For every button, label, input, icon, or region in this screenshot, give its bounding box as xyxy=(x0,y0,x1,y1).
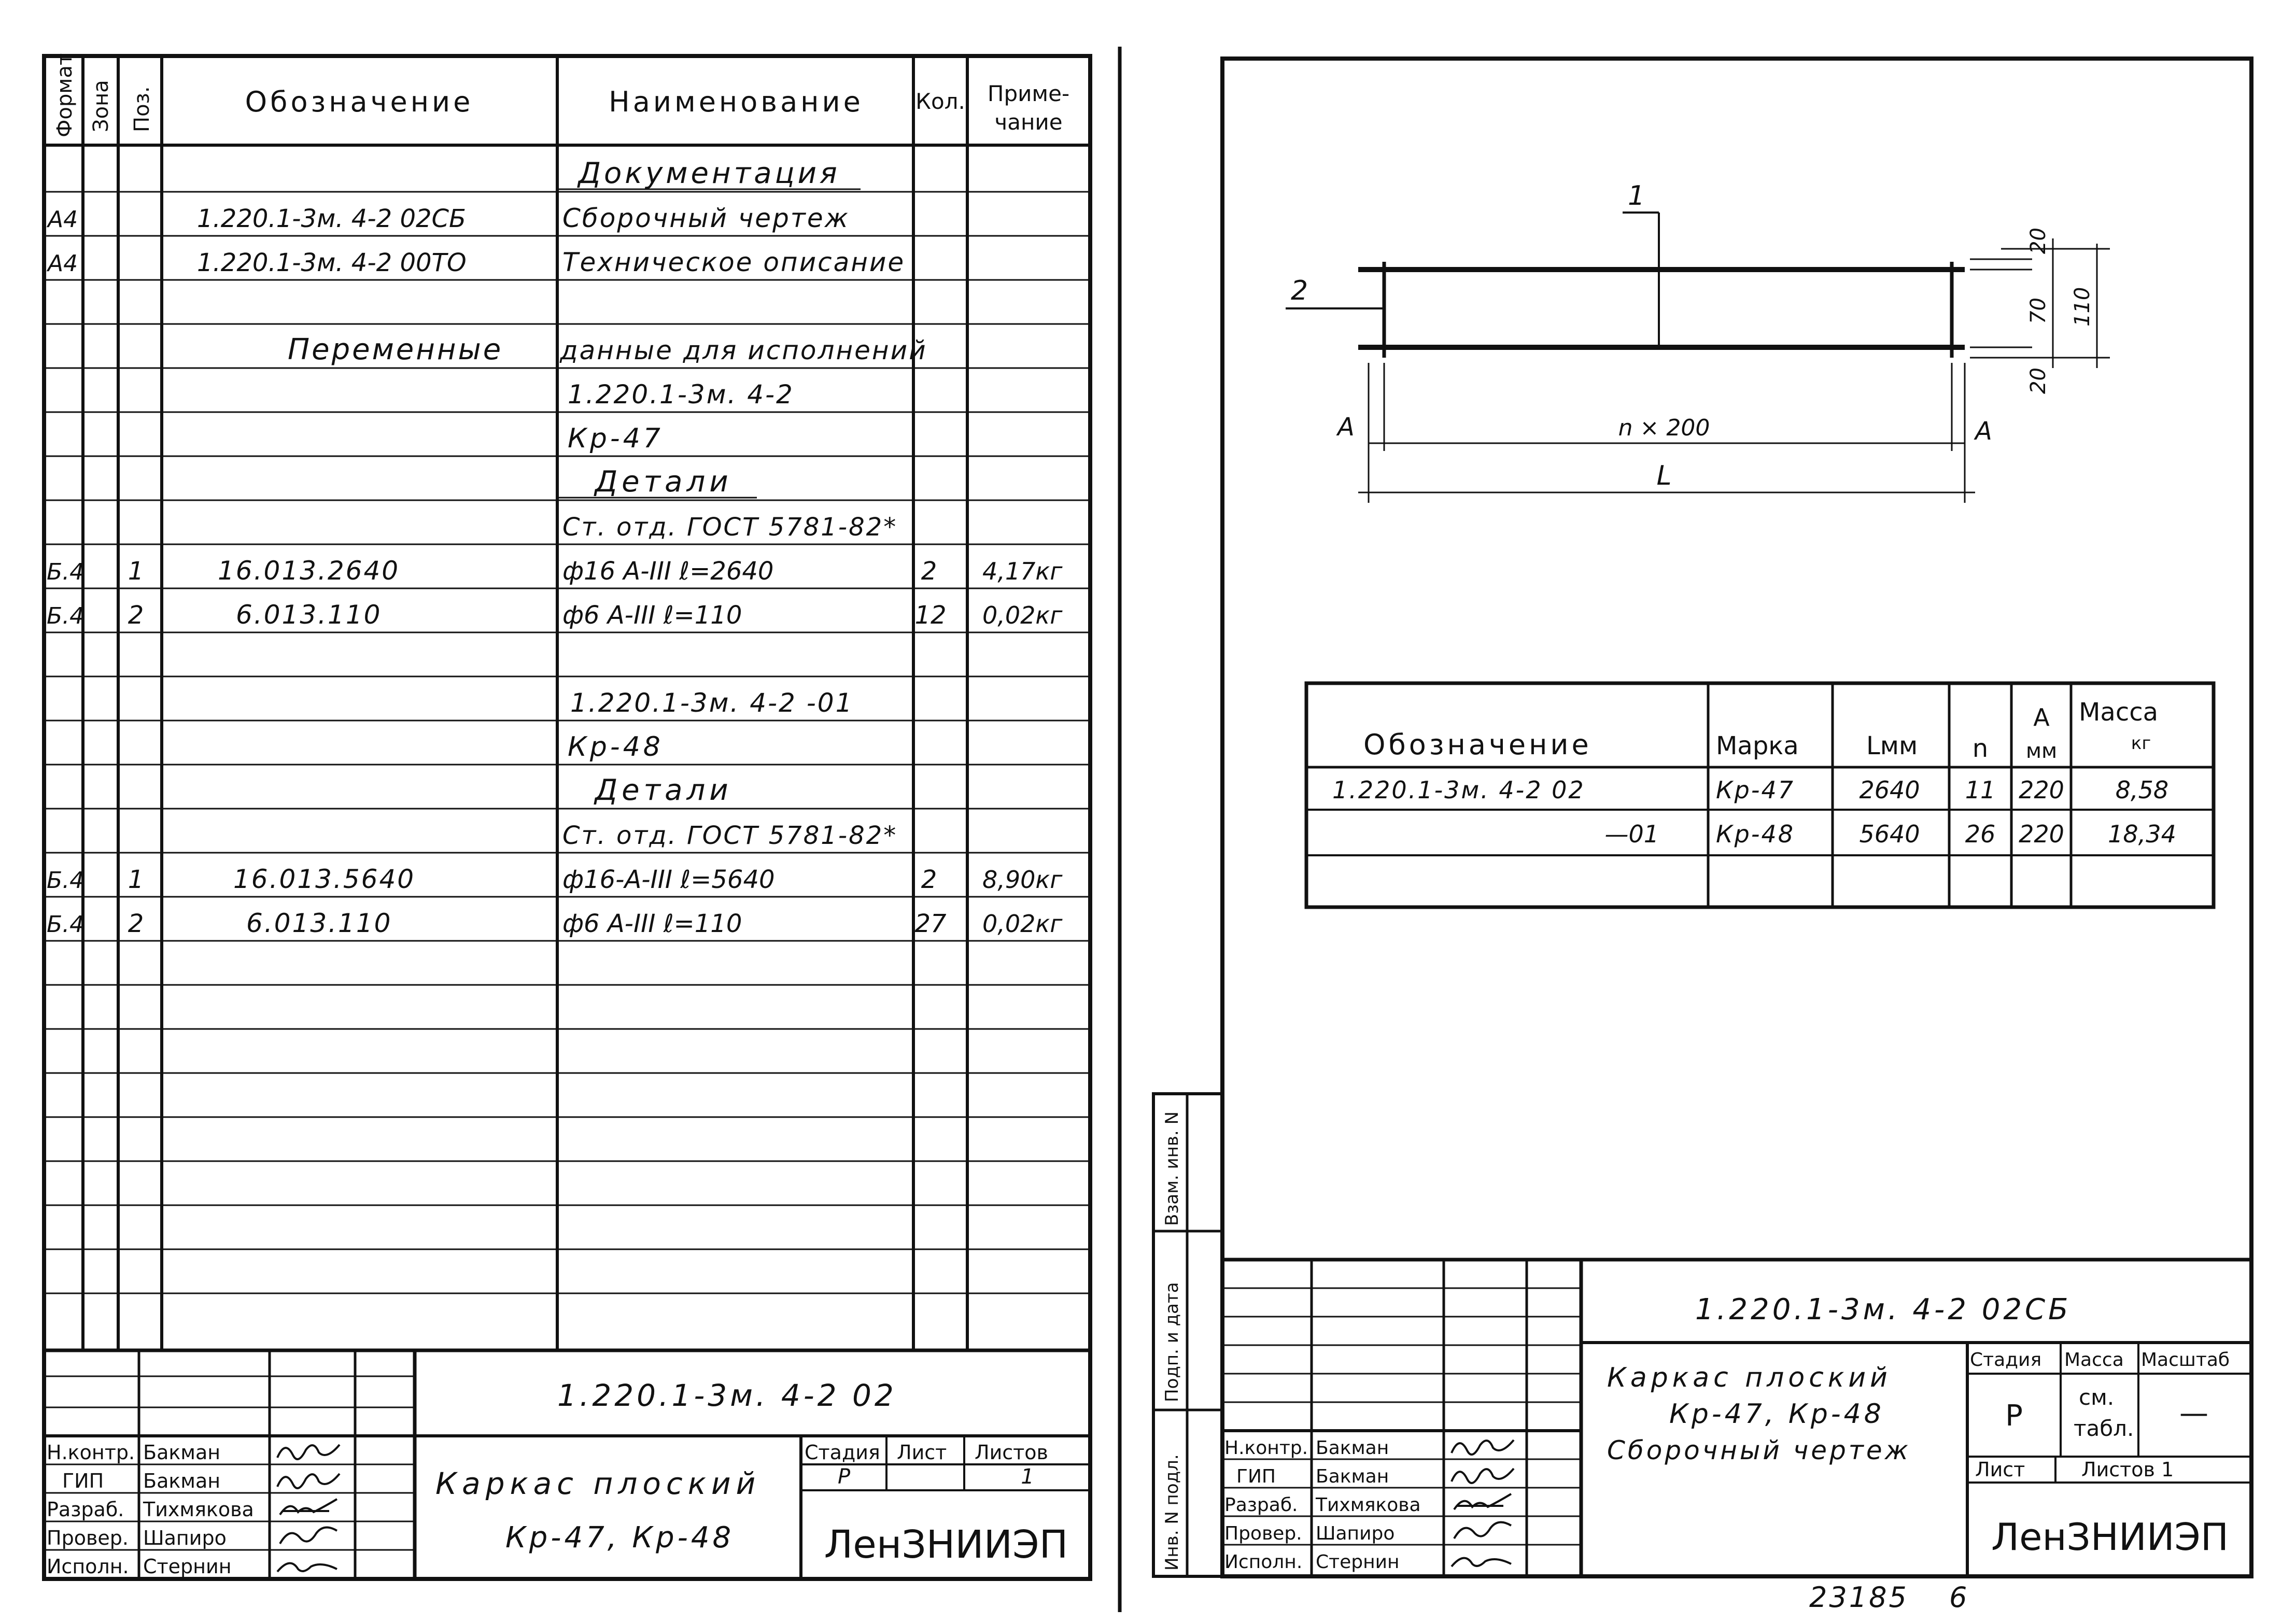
right-name-1: Бакман xyxy=(1316,1466,1389,1487)
dim-l: L xyxy=(1656,460,1672,491)
row-qty: 2 xyxy=(921,557,937,586)
row-name: Техническое описание xyxy=(562,247,906,277)
right-name-0: Бакман xyxy=(1316,1437,1389,1459)
frame-drawing xyxy=(1286,180,2110,503)
right-title-2: Кр-47, Кр-48 xyxy=(1669,1399,1884,1430)
row-format: А4 xyxy=(48,206,78,233)
section-a-right: А xyxy=(1975,417,1992,446)
td-l: 2640 xyxy=(1859,776,1920,804)
left-title-block xyxy=(44,1350,1090,1579)
left-title-1: Каркас плоский xyxy=(435,1466,761,1501)
header-name: Наименование xyxy=(609,86,864,118)
variants-table xyxy=(1306,683,2214,907)
row-designation: 6.013.110 xyxy=(236,600,382,630)
th-mark: Марка xyxy=(1716,731,1799,760)
dim-n200: n × 200 xyxy=(1618,415,1710,441)
left-org: ЛенЗНИИЭП xyxy=(824,1522,1068,1567)
row-format: Б.4 xyxy=(47,911,84,938)
spec-rows xyxy=(46,157,1063,938)
row-name: Детали xyxy=(595,465,733,499)
row-pos: 2 xyxy=(128,909,144,938)
row-designation: 6.013.110 xyxy=(246,908,392,938)
right-stage: Р xyxy=(2005,1399,2023,1433)
right-sheets-label: Листов 1 xyxy=(2081,1458,2174,1481)
td-mass: 18,34 xyxy=(2108,820,2176,848)
page-number: 6 xyxy=(1949,1581,1967,1614)
right-mass-2: табл. xyxy=(2074,1416,2134,1441)
row-note: 8,90кг xyxy=(982,866,1063,894)
left-role-4: Исполн. xyxy=(47,1555,129,1578)
stamp-vzam: Взам. инв. N xyxy=(1162,1111,1182,1226)
row-format: Б.4 xyxy=(47,559,84,585)
row-pos: 1 xyxy=(128,557,144,586)
row-format: Б.4 xyxy=(47,603,84,629)
td-n: 26 xyxy=(1965,820,1996,848)
right-mass-1: см. xyxy=(2079,1385,2115,1410)
header-designation: Обозначение xyxy=(245,86,474,118)
row-name: 1.220.1-3м. 4-2 -01 xyxy=(570,688,854,718)
dim-110: 110 xyxy=(2070,287,2094,327)
header-note-2: чание xyxy=(994,109,1063,135)
th-mass-1: Масса xyxy=(2079,698,2159,727)
left-name-4: Стернин xyxy=(143,1555,232,1578)
row-name: ф16-А-III ℓ=5640 xyxy=(562,865,775,894)
header-pos: Поз. xyxy=(130,86,154,132)
row-designation: 16.013.5640 xyxy=(233,864,416,894)
row-name: Ст. отд. ГОСТ 5781-82* xyxy=(562,513,898,542)
row-name: Кр-48 xyxy=(568,731,664,763)
row-designation: 1.220.1-3м. 4-2 00ТО xyxy=(197,248,467,277)
header-format: Формат xyxy=(53,53,77,137)
left-doc-code: 1.220.1-3м. 4-2 02 xyxy=(557,1378,897,1413)
header-zone: Зона xyxy=(89,80,113,132)
right-sheet xyxy=(1153,59,2251,1614)
right-doc-code: 1.220.1-3м. 4-2 02СБ xyxy=(1695,1293,2072,1326)
callout-1: 1 xyxy=(1628,180,1645,211)
th-a-1: А xyxy=(2033,703,2050,731)
row-name: Ст. отд. ГОСТ 5781-82* xyxy=(562,821,898,850)
right-title-1: Каркас плоский xyxy=(1607,1362,1892,1393)
td-n: 11 xyxy=(1965,776,1996,804)
right-title-block xyxy=(1222,1260,2251,1576)
dim-70: 70 xyxy=(2026,298,2050,324)
row-qty: 12 xyxy=(914,601,947,630)
left-sheets-label: Листов xyxy=(975,1441,1048,1464)
right-role-1: ГИП xyxy=(1236,1466,1276,1487)
td-designation: 1.220.1-3м. 4-2 02 xyxy=(1332,776,1585,804)
left-name-3: Шапиро xyxy=(143,1527,227,1549)
row-name: ф16 А-III ℓ=2640 xyxy=(562,557,774,586)
row-designation: Переменные xyxy=(288,333,503,366)
left-stage: Р xyxy=(837,1465,851,1489)
stamp-inv: Инв. N подл. xyxy=(1162,1454,1182,1571)
td-l: 5640 xyxy=(1859,820,1920,848)
dim-20-bottom: 20 xyxy=(2026,368,2050,394)
archive-number: 23185 xyxy=(1809,1581,1909,1614)
th-n: n xyxy=(1972,734,1989,763)
left-title-2: Кр-47, Кр-48 xyxy=(505,1521,735,1555)
row-name: ф6 А-III ℓ=110 xyxy=(562,909,742,938)
right-title-3: Сборочный чертеж xyxy=(1607,1435,1911,1465)
left-sheets: 1 xyxy=(1021,1465,1034,1489)
th-l: Lмм xyxy=(1866,731,1918,760)
right-org: ЛенЗНИИЭП xyxy=(1991,1515,2229,1559)
left-stage-label: Стадия xyxy=(805,1441,880,1464)
td-mark: Кр-47 xyxy=(1716,776,1795,804)
left-role-3: Провер. xyxy=(47,1527,129,1549)
row-note: 0,02кг xyxy=(982,601,1063,629)
row-name: данные для исполнений xyxy=(560,335,927,365)
row-pos: 1 xyxy=(128,865,144,894)
td-a: 220 xyxy=(2019,776,2064,804)
left-sheet xyxy=(44,47,1120,1612)
right-role-2: Разраб. xyxy=(1224,1494,1298,1516)
row-note: 0,02кг xyxy=(982,910,1063,938)
right-role-4: Исполн. xyxy=(1224,1551,1303,1573)
th-designation: Обозначение xyxy=(1363,728,1592,761)
right-name-2: Тихмякова xyxy=(1316,1494,1421,1516)
header-note-1: Приме- xyxy=(987,81,1070,106)
left-name-1: Бакман xyxy=(143,1470,221,1492)
left-role-0: Н.контр. xyxy=(47,1441,135,1464)
right-role-0: Н.контр. xyxy=(1224,1437,1308,1459)
row-format: Б.4 xyxy=(47,867,84,894)
right-stage-label: Стадия xyxy=(1970,1349,2042,1371)
row-designation: 1.220.1-3м. 4-2 02СБ xyxy=(197,204,466,233)
left-name-0: Бакман xyxy=(143,1441,221,1464)
callout-2: 2 xyxy=(1291,275,1308,306)
td-mark: Кр-48 xyxy=(1716,820,1795,848)
row-name: Сборочный чертеж xyxy=(562,203,850,233)
row-name: ф6 А-III ℓ=110 xyxy=(562,601,742,630)
right-role-3: Провер. xyxy=(1224,1523,1302,1544)
td-mass: 8,58 xyxy=(2115,776,2169,804)
row-name: 1.220.1-3м. 4-2 xyxy=(568,379,794,410)
row-qty: 27 xyxy=(914,909,947,938)
right-name-3: Шапиро xyxy=(1316,1523,1395,1544)
left-name-2: Тихмякова xyxy=(143,1498,254,1521)
right-sheet-label: Лист xyxy=(1975,1458,2025,1481)
right-name-4: Стернин xyxy=(1316,1551,1400,1573)
row-pos: 2 xyxy=(128,601,144,630)
left-role-2: Разраб. xyxy=(47,1498,124,1521)
row-name: Детали xyxy=(595,773,733,807)
stamp-podp: Подп. и дата xyxy=(1162,1282,1182,1402)
dim-20-top: 20 xyxy=(2026,228,2050,254)
right-scale-label: Масштаб xyxy=(2141,1349,2230,1371)
td-designation: —01 xyxy=(1604,820,1659,848)
th-a-2: мм xyxy=(2025,739,2058,763)
left-role-1: ГИП xyxy=(62,1470,104,1492)
section-a-left: А xyxy=(1337,413,1355,442)
row-qty: 2 xyxy=(921,865,937,894)
row-name: Документация xyxy=(578,157,840,190)
right-mass-label: Масса xyxy=(2064,1349,2124,1371)
left-sheet-label: Лист xyxy=(897,1441,947,1464)
row-designation: 16.013.2640 xyxy=(218,556,400,586)
td-a: 220 xyxy=(2019,820,2064,848)
header-qty: Кол. xyxy=(915,89,965,114)
right-scale: — xyxy=(2179,1396,2208,1430)
row-note: 4,17кг xyxy=(982,557,1063,585)
th-mass-2: кг xyxy=(2131,733,2151,754)
row-name: Кр-47 xyxy=(568,423,664,454)
row-format: А4 xyxy=(48,250,78,277)
